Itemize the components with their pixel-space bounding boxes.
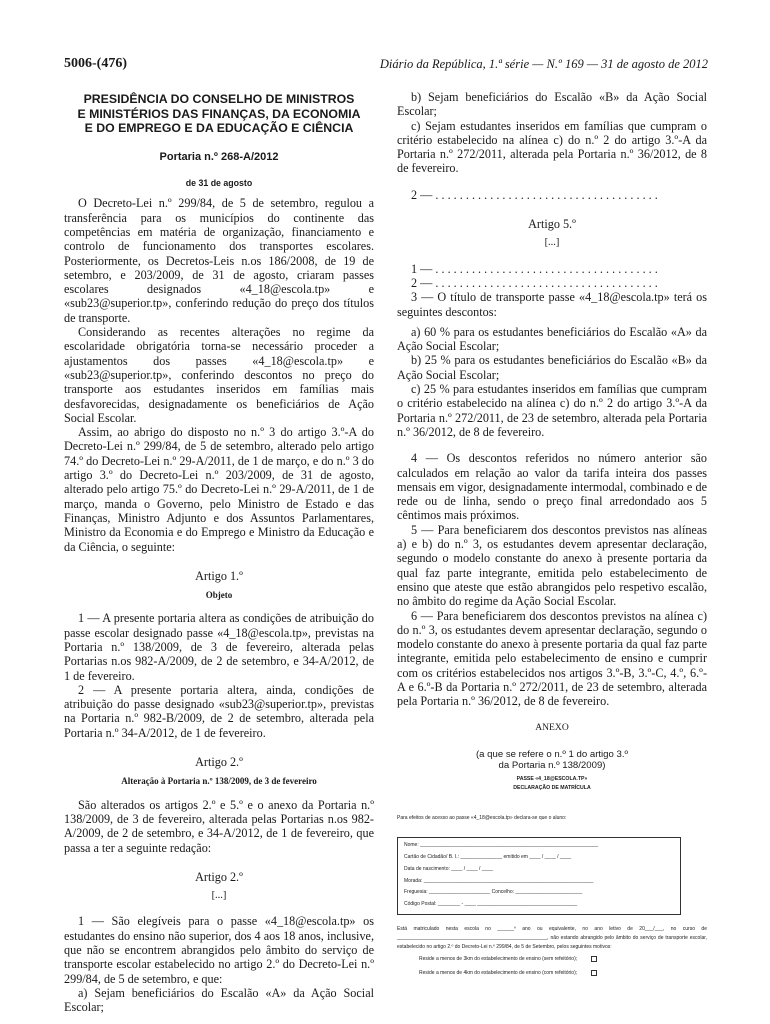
checkbox: [591, 970, 597, 976]
form-field-birthdate: Data de nascimento: ____ / ____ / ____: [404, 865, 493, 872]
journal-title: Diário da República, 1.ª série — N.º 169 — 31 de agosto de 2012: [379, 57, 708, 71]
paragraph: Considerando as recentes alterações no regime da escolaridade obrigatória torna-se necessário proceder a ajustamentos dos passes «4_18@escola.tp» e «sub23@superior.tp», conferindo descontos no preço do transporte aos estudantes inseridos em famílias mais desfavorecidas, designadamente os beneficiários de Ação Social Escolar.: [64, 325, 374, 425]
paragraph: 3 — O título de transporte passe «4_18@escola.tp» terá os seguintes descontos:: [397, 290, 707, 319]
paragraph: b) Sejam beneficiários do Escalão «B» da Ação Social Escolar;: [397, 90, 707, 119]
paragraph: c) Sejam estudantes inseridos em famílias que cumpram o critério estabelecido na alínea c) do n.º 2 do artigo 3.º-A da Portaria n.º 272/2011, alterada pela Portaria n.º 36/2012, de 8 de fevereiro.: [397, 118, 707, 176]
checkbox: [591, 956, 597, 962]
article-subtitle: Objeto: [205, 590, 233, 601]
paragraph: 2 — . . . . . . . . . . . . . . . . . . . . . . . . . . . . . . . . . . . . .: [411, 275, 658, 290]
declaration-form: [397, 775, 707, 980]
issuing-body: [64, 92, 374, 136]
ellipsis: [...]: [211, 890, 227, 902]
form-field-address: Morada: _____________________________________________________________: [404, 877, 594, 884]
article-heading: Artigo 2.º: [195, 869, 243, 884]
paragraph: O Decreto-Lei n.º 299/84, de 5 de setembro, regulou a transferência para os municípios do continente das competências em matéria de organização, financiamento e controlo de funcionamento dos transportes escolares. Posteriormente, os Decretos-Leis n.os 186/2008, de 19 de setembro, e 203/2009, de 31 de agosto, criaram passes escolares designados «4_18@escola.tp» e «sub23@superior.tp», conferindo redução do preço dos títulos de transporte.: [64, 196, 374, 325]
issuing-body-line: E DO EMPREGO E DA EDUCAÇÃO E CIÊNCIA: [84, 121, 354, 136]
form-field-id-card: Cartão de Cidadão/ B. I.: _______________ emitido em ____ / ____ / ____: [404, 853, 572, 860]
annex-heading: ANEXO: [535, 721, 569, 733]
form-fields-box: [397, 837, 681, 915]
form-statement: Está matriculado nesta escola no ______º ano ou equivalente, no ano letivo de 20___/___, no curso de ______________________________________________________, não estando abrangido pelo âmbito do serviço de transporte escolar, estabelecido no artigo 2.º do Decreto-Lei n.º 299/84, de 5 de Setembro, pelos seguintes motivos:: [397, 925, 707, 950]
paragraph: 4 — Os descontos referidos no número anterior são calculados em relação ao valor da tarifa inteira dos passes mensais em vigor, designadamente intermodal, combinado e de rede ou de linha, sendo o preço final arredondado aos 5 cêntimos mais próximos.: [397, 451, 707, 523]
paragraph: 1 — A presente portaria altera as condições de atribuição do passe escolar designado passe «4_18@escola.tp», previstas na Portaria n.º 138/2009, de 3 de fevereiro, alterada pelas Portarias n.os 982-A/2009, de 2 de setembro, e 34-A/2012, de 1 de fevereiro.: [64, 611, 374, 683]
paragraph: 2 — . . . . . . . . . . . . . . . . . . . . . . . . . . . . . . . . . . . . .: [411, 187, 658, 202]
right-column: [397, 90, 707, 980]
paragraph: 1 — . . . . . . . . . . . . . . . . . . . . . . . . . . . . . . . . . . . . .: [411, 261, 658, 276]
page-header: [64, 56, 708, 76]
article-heading: Artigo 5.º: [528, 217, 576, 232]
paragraph: Assim, ao abrigo do disposto no n.º 3 do artigo 3.º-A do Decreto-Lei n.º 299/84, de 5 de setembro, alterado pelo artigo 74.º do Decreto-Lei n.º 29-A/2011, de 1 de março, e do n.º 3 do artigo 3.º do Decreto-Lei n.º 203/2009, de 31 de agosto, alterado pelo artigo 75.º do Decreto-Lei n.º 29-A/2011, de 1 de março, manda o Governo, pelo Ministro de Estado e das Finanças, Ministro Adjunto e dos Assuntos Parlamentares, Ministro da Economia e do Emprego e Ministro da Educação e da Ciência, o seguinte:: [64, 425, 374, 554]
checkbox-label: Reside a menos de 3km do estabelecimento de ensino (sem refeitório);: [419, 955, 578, 962]
issuing-body-line: E MINISTÉRIOS DAS FINANÇAS, DA ECONOMIA: [77, 106, 361, 121]
issuing-body-line: PRESIDÊNCIA DO CONSELHO DE MINISTROS: [83, 92, 355, 106]
form-field-name: Nome: ________________________________________________________________: [404, 842, 599, 849]
form-checkbox-row: [397, 966, 707, 980]
portaria-title: Portaria n.º 268-A/2012: [159, 150, 279, 163]
portaria-date: de 31 de agosto: [185, 178, 253, 189]
paragraph: São alterados os artigos 2.º e 5.º e o anexo da Portaria n.º 138/2009, de 3 de fevereiro, alterada pelas Portarias n.os 982-A/2009, de 2 de setembro, e 34-A/2012, de 1 de fevereiro, que passa a ter a seguinte redação:: [64, 797, 374, 855]
left-column: [64, 90, 374, 1015]
paragraph: 1 — São elegíveis para o passe «4_18@escola.tp» os estudantes do ensino não superior, dos 4 aos 18 anos, inclusive, que não se encontrem abrangidos pelo âmbito do serviço de transporte escolar estabelecido no artigo 2.º do Decreto-Lei n.º 299/84, de 5 de setembro, e que:: [64, 914, 374, 986]
article-heading: Artigo 1.º: [195, 568, 243, 583]
checkbox-label: Reside a menos de 4km do estabelecimento de ensino (com refeitório);: [419, 969, 578, 976]
form-field-parish: Freguesia: ______________________ Concelho: ________________________: [404, 889, 583, 896]
annex-reference-line: (a que se refere o n.º 1 do artigo 3.º: [475, 748, 629, 760]
paragraph: 6 — Para beneficiarem dos descontos previstos na alínea c) do n.º 3, os estudantes devem apresentar declaração, segundo o modelo constante do anexo à presente portaria da qual faz parte integrante, emitida pelo estabelecimento de ensino e cumprir com os critérios estabelecidos nos artigos 3.º-B, 3.º-C, 4.º, 6.º-A e 6.º-B da Portaria n.º 272/2011, de 23 de setembro, alterada pela Portaria n.º 36/2012, de 8 de fevereiro.: [397, 608, 707, 709]
annex-reference: [397, 749, 707, 771]
article-heading: Artigo 2.º: [195, 755, 243, 770]
paragraph: b) 25 % para os estudantes beneficiários do Escalão «B» da Ação Social Escolar;: [397, 353, 707, 382]
paragraph: a) Sejam beneficiários do Escalão «A» da Ação Social Escolar;: [64, 985, 374, 1015]
paragraph: c) 25 % para estudantes inseridos em famílias que cumpram o critério estabelecido na alínea c) do n.º 2 do artigo 3.º-A da Portaria n.º 272/2011, de 23 de setembro, alterada pela Portaria n.º 36/2012, de 8 de fevereiro.: [397, 382, 707, 439]
ellipsis: [...]: [544, 237, 560, 249]
article-subtitle: Alteração à Portaria n.º 138/2009, de 3 de fevereiro: [121, 776, 317, 787]
paragraph: 5 — Para beneficiarem dos descontos previstos nas alíneas a) e b) do n.º 3, os estudantes devem apresentar declaração, segundo o modelo constante do anexo à presente portaria da qual faz parte integrante, emitida pelo estabelecimento de ensino que ateste que estão abrangidos pelo respetivo escalão, no âmbito do regime da Ação Social Escolar.: [397, 522, 707, 609]
form-title: PASSE «4_18@ESCOLA.TP»: [516, 775, 588, 782]
form-checkbox-row: [397, 952, 707, 966]
paragraph: 2 — A presente portaria altera, ainda, condições de atribuição do passe designado «sub23@superior.tp», previstas na Portaria n.º 982-B/2009, de 2 de setembro, alterada pela Portaria n.º 34-A/2012, de 1 de fevereiro.: [64, 682, 374, 740]
paragraph: a) 60 % para os estudantes beneficiários do Escalão «A» da Ação Social Escolar;: [397, 324, 707, 354]
page-number: 5006-(476): [64, 56, 127, 71]
form-field-postal-code: Código Postal: ________ - ____ ____________________________________: [404, 901, 578, 908]
form-note: Para efeitos de acesso ao passe «4_18@escola.tp» declara-se que o aluno:: [397, 814, 567, 821]
annex-reference-line: da Portaria n.º 138/2009): [498, 759, 606, 771]
form-subtitle: DECLARAÇÃO DE MATRÍCULA: [513, 784, 591, 791]
